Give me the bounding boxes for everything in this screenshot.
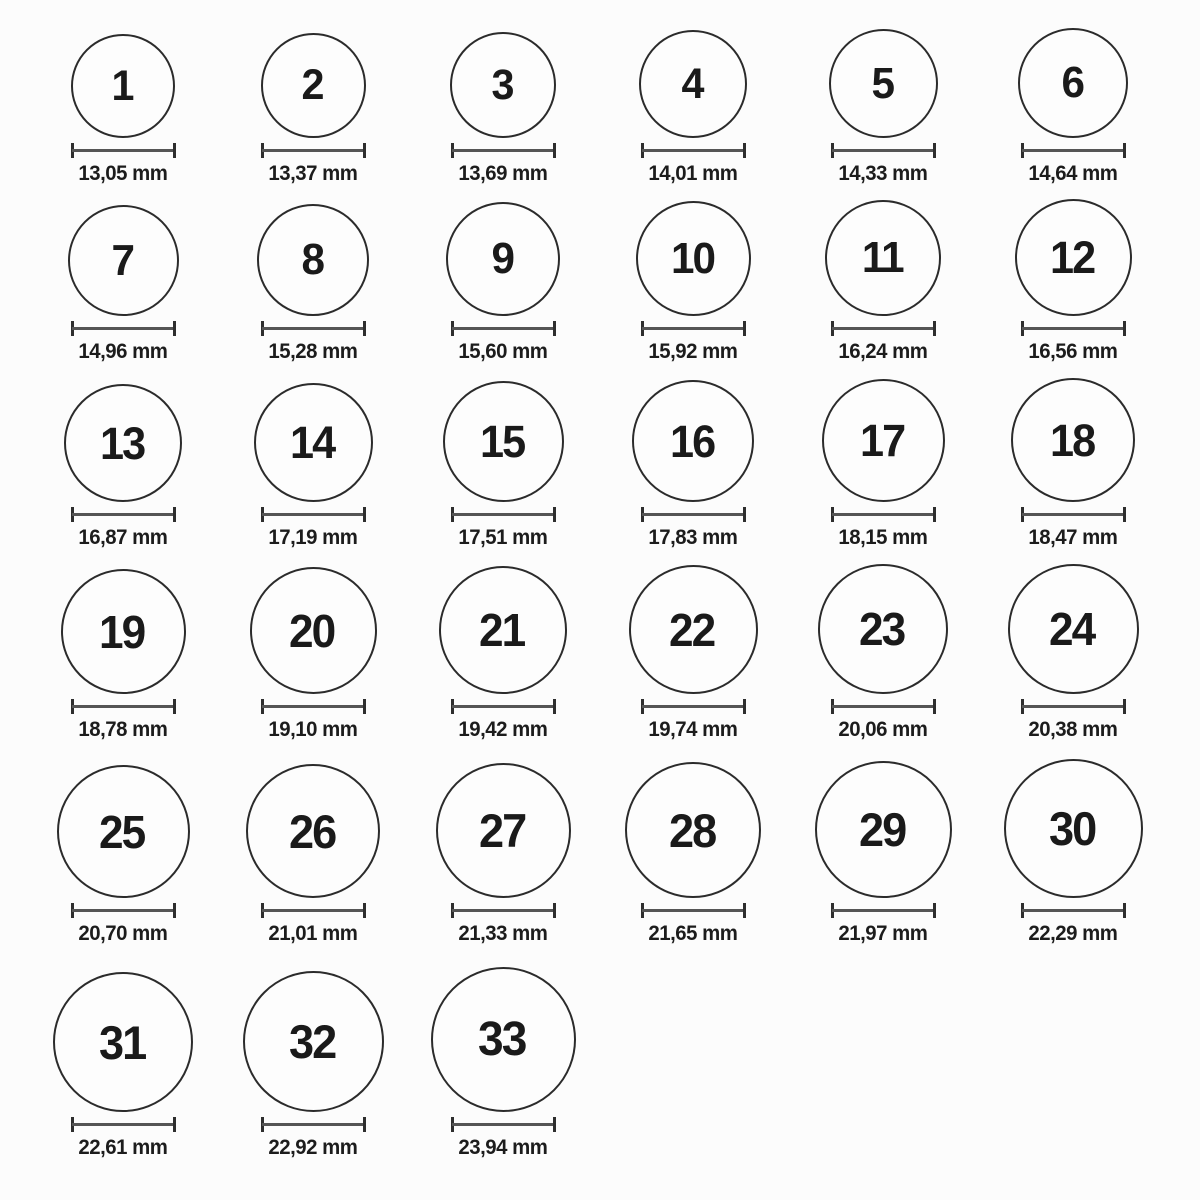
diameter-measure-bar bbox=[451, 321, 556, 336]
ring-size-cell bbox=[788, 758, 978, 962]
ring-size-circle bbox=[1008, 564, 1139, 694]
measure-tick-right-icon bbox=[743, 903, 746, 918]
ring-size-number: 12 bbox=[1049, 232, 1095, 283]
measure-tick-right-icon bbox=[933, 507, 936, 522]
ring-size-circle bbox=[829, 29, 938, 138]
ring-size-circle bbox=[64, 384, 182, 502]
ring-size-circle bbox=[431, 967, 576, 1112]
diameter-label: 13,37 mm bbox=[268, 162, 358, 185]
measure-line bbox=[1022, 513, 1125, 516]
ring-size-number: 24 bbox=[1049, 603, 1095, 655]
ring-size-number: 20 bbox=[289, 604, 335, 657]
ring-size-cell bbox=[28, 962, 218, 1200]
measure-line bbox=[72, 327, 175, 330]
diameter-label: 22,29 mm bbox=[1028, 922, 1118, 945]
diameter-label: 18,47 mm bbox=[1028, 526, 1118, 549]
diameter-measure-bar bbox=[451, 507, 556, 522]
ring-size-cell bbox=[218, 962, 408, 1200]
diameter-label: 14,01 mm bbox=[648, 162, 738, 185]
measure-tick-right-icon bbox=[173, 699, 176, 714]
measure-tick-right-icon bbox=[743, 507, 746, 522]
measure-tick-right-icon bbox=[363, 143, 366, 158]
ring-size-cell bbox=[218, 0, 408, 192]
measure-tick-right-icon bbox=[933, 699, 936, 714]
ring-size-circle bbox=[261, 33, 366, 138]
ring-size-cell bbox=[408, 0, 598, 192]
ring-size-cell bbox=[28, 372, 218, 564]
measure-line bbox=[642, 149, 745, 152]
ring-size-circle bbox=[246, 764, 380, 898]
diameter-label: 15,60 mm bbox=[458, 340, 548, 363]
diameter-measure-bar bbox=[831, 903, 936, 918]
ring-size-circle bbox=[1004, 759, 1143, 898]
ring-size-cell bbox=[218, 372, 408, 564]
ring-size-cell bbox=[218, 192, 408, 372]
ring-size-number: 32 bbox=[288, 1015, 336, 1068]
diameter-label: 17,51 mm bbox=[458, 526, 548, 549]
ring-size-number: 3 bbox=[491, 60, 513, 109]
ring-size-circle bbox=[825, 200, 941, 316]
measure-tick-right-icon bbox=[743, 699, 746, 714]
ring-size-number: 25 bbox=[99, 805, 145, 858]
measure-line bbox=[262, 705, 365, 708]
ring-size-cell bbox=[788, 564, 978, 758]
measure-tick-right-icon bbox=[363, 903, 366, 918]
diameter-label: 13,05 mm bbox=[78, 162, 168, 185]
ring-size-circle bbox=[1015, 199, 1132, 316]
chart-row bbox=[28, 372, 1200, 564]
measure-line bbox=[262, 1123, 365, 1126]
ring-size-number: 4 bbox=[681, 59, 703, 108]
measure-tick-right-icon bbox=[173, 1117, 176, 1132]
measure-tick-right-icon bbox=[1123, 903, 1126, 918]
measure-line bbox=[262, 909, 365, 912]
ring-size-number: 19 bbox=[99, 605, 145, 658]
ring-size-cell bbox=[788, 372, 978, 564]
ring-size-cell bbox=[598, 372, 788, 564]
measure-line bbox=[642, 705, 745, 708]
ring-size-cell bbox=[978, 372, 1168, 564]
diameter-measure-bar bbox=[451, 699, 556, 714]
diameter-measure-bar bbox=[1021, 699, 1126, 714]
diameter-label: 20,38 mm bbox=[1028, 718, 1118, 741]
ring-size-number: 10 bbox=[670, 233, 714, 283]
measure-tick-right-icon bbox=[173, 143, 176, 158]
ring-size-cell bbox=[598, 192, 788, 372]
measure-tick-right-icon bbox=[553, 143, 556, 158]
diameter-measure-bar bbox=[71, 143, 176, 158]
measure-tick-right-icon bbox=[1123, 321, 1126, 336]
measure-line bbox=[452, 513, 555, 516]
diameter-label: 22,61 mm bbox=[78, 1136, 168, 1159]
ring-size-number: 33 bbox=[478, 1012, 526, 1066]
diameter-label: 21,65 mm bbox=[648, 922, 738, 945]
measure-line bbox=[72, 1123, 175, 1126]
ring-size-number: 27 bbox=[478, 804, 526, 857]
ring-size-cell bbox=[408, 192, 598, 372]
ring-size-number: 14 bbox=[289, 417, 335, 468]
ring-size-circle bbox=[632, 380, 754, 502]
ring-size-number: 13 bbox=[99, 417, 145, 469]
ring-size-circle bbox=[243, 971, 384, 1112]
ring-size-number: 8 bbox=[301, 235, 323, 284]
ring-size-number: 6 bbox=[1061, 58, 1083, 107]
ring-size-circle bbox=[625, 762, 761, 898]
measure-line bbox=[1022, 327, 1125, 330]
chart-row bbox=[28, 0, 1200, 192]
ring-size-cell bbox=[978, 758, 1168, 962]
measure-line bbox=[832, 149, 935, 152]
measure-tick-right-icon bbox=[1123, 507, 1126, 522]
ring-size-number: 21 bbox=[479, 604, 525, 656]
diameter-measure-bar bbox=[71, 321, 176, 336]
ring-size-number: 29 bbox=[858, 803, 906, 856]
measure-line bbox=[452, 1123, 555, 1126]
ring-size-number: 23 bbox=[859, 603, 905, 655]
ring-size-circle bbox=[639, 30, 747, 138]
measure-line bbox=[72, 513, 175, 516]
diameter-label: 16,56 mm bbox=[1028, 340, 1118, 363]
diameter-label: 18,78 mm bbox=[78, 718, 168, 741]
ring-size-cell bbox=[218, 758, 408, 962]
diameter-measure-bar bbox=[831, 699, 936, 714]
diameter-label: 14,33 mm bbox=[838, 162, 928, 185]
ring-size-circle bbox=[57, 765, 190, 898]
diameter-label: 21,97 mm bbox=[838, 922, 928, 945]
ring-size-circle bbox=[815, 761, 952, 898]
diameter-label: 13,69 mm bbox=[458, 162, 548, 185]
diameter-measure-bar bbox=[831, 143, 936, 158]
ring-size-cell bbox=[598, 564, 788, 758]
measure-line bbox=[72, 705, 175, 708]
measure-tick-right-icon bbox=[173, 507, 176, 522]
measure-line bbox=[1022, 705, 1125, 708]
diameter-measure-bar bbox=[1021, 321, 1126, 336]
ring-size-cell bbox=[788, 192, 978, 372]
ring-size-circle bbox=[1011, 378, 1135, 502]
ring-size-number: 18 bbox=[1049, 414, 1095, 466]
ring-size-circle bbox=[1018, 28, 1128, 138]
measure-tick-right-icon bbox=[933, 903, 936, 918]
ring-size-cell bbox=[978, 564, 1168, 758]
measure-line bbox=[262, 513, 365, 516]
diameter-measure-bar bbox=[451, 143, 556, 158]
ring-size-cell bbox=[788, 0, 978, 192]
ring-size-number: 15 bbox=[479, 416, 525, 467]
diameter-label: 20,70 mm bbox=[78, 922, 168, 945]
ring-size-number: 16 bbox=[669, 415, 715, 467]
diameter-label: 22,92 mm bbox=[268, 1136, 358, 1159]
diameter-measure-bar bbox=[831, 507, 936, 522]
ring-size-cell bbox=[28, 564, 218, 758]
ring-size-cell bbox=[978, 0, 1168, 192]
ring-size-circle bbox=[250, 567, 377, 694]
measure-line bbox=[832, 513, 935, 516]
ring-size-cell bbox=[978, 192, 1168, 372]
measure-tick-right-icon bbox=[743, 143, 746, 158]
diameter-label: 15,92 mm bbox=[648, 340, 738, 363]
measure-line bbox=[72, 149, 175, 152]
ring-size-number: 30 bbox=[1048, 802, 1096, 855]
measure-tick-right-icon bbox=[363, 507, 366, 522]
diameter-measure-bar bbox=[261, 1117, 366, 1132]
ring-size-circle bbox=[629, 565, 758, 694]
ring-size-cell bbox=[408, 372, 598, 564]
diameter-measure-bar bbox=[1021, 507, 1126, 522]
diameter-measure-bar bbox=[641, 321, 746, 336]
measure-tick-right-icon bbox=[173, 903, 176, 918]
measure-tick-right-icon bbox=[553, 903, 556, 918]
ring-size-cell bbox=[598, 758, 788, 962]
diameter-measure-bar bbox=[1021, 903, 1126, 918]
measure-line bbox=[452, 149, 555, 152]
ring-size-cell bbox=[408, 962, 598, 1200]
measure-tick-right-icon bbox=[173, 321, 176, 336]
ring-size-number: 1 bbox=[111, 61, 133, 110]
diameter-label: 19,10 mm bbox=[268, 718, 358, 741]
ring-size-cell bbox=[408, 758, 598, 962]
diameter-measure-bar bbox=[71, 903, 176, 918]
diameter-label: 14,64 mm bbox=[1028, 162, 1118, 185]
measure-line bbox=[832, 909, 935, 912]
diameter-label: 15,28 mm bbox=[268, 340, 358, 363]
ring-size-cell bbox=[28, 758, 218, 962]
ring-size-circle bbox=[68, 205, 179, 316]
ring-size-number: 9 bbox=[491, 234, 513, 283]
ring-size-circle bbox=[818, 564, 948, 694]
diameter-label: 16,87 mm bbox=[78, 526, 168, 549]
measure-line bbox=[72, 909, 175, 912]
ring-size-cell bbox=[28, 0, 218, 192]
ring-size-number: 5 bbox=[871, 58, 893, 108]
diameter-measure-bar bbox=[261, 903, 366, 918]
ring-size-circle bbox=[450, 32, 556, 138]
ring-size-circle bbox=[446, 202, 560, 316]
measure-line bbox=[262, 149, 365, 152]
diameter-measure-bar bbox=[71, 507, 176, 522]
measure-tick-right-icon bbox=[933, 321, 936, 336]
measure-tick-right-icon bbox=[363, 321, 366, 336]
ring-size-number: 7 bbox=[111, 235, 133, 285]
ring-size-circle bbox=[53, 972, 193, 1112]
ring-size-cell bbox=[598, 0, 788, 192]
ring-size-number: 17 bbox=[859, 415, 905, 466]
measure-line bbox=[452, 705, 555, 708]
diameter-label: 17,19 mm bbox=[268, 526, 358, 549]
diameter-label: 17,83 mm bbox=[648, 526, 738, 549]
measure-line bbox=[262, 327, 365, 330]
diameter-measure-bar bbox=[261, 321, 366, 336]
measure-line bbox=[832, 705, 935, 708]
ring-size-circle bbox=[636, 201, 751, 316]
measure-tick-right-icon bbox=[553, 321, 556, 336]
ring-size-number: 26 bbox=[288, 804, 336, 858]
ring-size-circle bbox=[439, 566, 567, 694]
ring-size-circle bbox=[443, 381, 564, 502]
diameter-measure-bar bbox=[641, 143, 746, 158]
measure-tick-right-icon bbox=[743, 321, 746, 336]
diameter-measure-bar bbox=[261, 507, 366, 522]
measure-tick-right-icon bbox=[363, 1117, 366, 1132]
measure-line bbox=[452, 327, 555, 330]
chart-row bbox=[28, 758, 1200, 962]
ring-size-cell bbox=[28, 192, 218, 372]
diameter-measure-bar bbox=[71, 699, 176, 714]
ring-size-cell bbox=[408, 564, 598, 758]
ring-size-number: 11 bbox=[861, 233, 903, 282]
diameter-label: 20,06 mm bbox=[838, 718, 928, 741]
diameter-measure-bar bbox=[261, 143, 366, 158]
measure-tick-right-icon bbox=[553, 699, 556, 714]
measure-tick-right-icon bbox=[1123, 699, 1126, 714]
ring-size-circle bbox=[822, 379, 945, 502]
diameter-measure-bar bbox=[261, 699, 366, 714]
measure-tick-right-icon bbox=[553, 1117, 556, 1132]
ring-size-number: 28 bbox=[668, 803, 716, 857]
chart-row bbox=[28, 564, 1200, 758]
measure-tick-right-icon bbox=[553, 507, 556, 522]
diameter-label: 23,94 mm bbox=[458, 1136, 548, 1159]
ring-size-cell bbox=[218, 564, 408, 758]
diameter-measure-bar bbox=[641, 507, 746, 522]
measure-line bbox=[832, 327, 935, 330]
measure-tick-right-icon bbox=[933, 143, 936, 158]
measure-line bbox=[642, 327, 745, 330]
measure-line bbox=[642, 909, 745, 912]
measure-tick-right-icon bbox=[1123, 143, 1126, 158]
diameter-label: 21,33 mm bbox=[458, 922, 548, 945]
chart-row bbox=[28, 962, 1200, 1200]
measure-line bbox=[642, 513, 745, 516]
diameter-label: 19,42 mm bbox=[458, 718, 548, 741]
diameter-measure-bar bbox=[451, 1117, 556, 1132]
measure-line bbox=[452, 909, 555, 912]
measure-line bbox=[1022, 149, 1125, 152]
diameter-measure-bar bbox=[831, 321, 936, 336]
diameter-measure-bar bbox=[451, 903, 556, 918]
ring-size-circle bbox=[71, 34, 175, 138]
chart-row bbox=[28, 192, 1200, 372]
measure-line bbox=[1022, 909, 1125, 912]
diameter-measure-bar bbox=[641, 699, 746, 714]
diameter-measure-bar bbox=[71, 1117, 176, 1132]
measure-tick-right-icon bbox=[363, 699, 366, 714]
diameter-label: 16,24 mm bbox=[838, 340, 928, 363]
diameter-measure-bar bbox=[1021, 143, 1126, 158]
ring-size-circle bbox=[257, 204, 369, 316]
ring-size-number: 2 bbox=[301, 61, 323, 109]
diameter-label: 21,01 mm bbox=[268, 922, 358, 945]
ring-size-circle bbox=[254, 383, 373, 502]
ring-size-number: 22 bbox=[669, 603, 715, 656]
diameter-measure-bar bbox=[641, 903, 746, 918]
ring-size-circle bbox=[436, 763, 571, 898]
ring-size-number: 31 bbox=[98, 1015, 146, 1069]
diameter-label: 18,15 mm bbox=[838, 526, 928, 549]
diameter-label: 14,96 mm bbox=[78, 340, 168, 363]
ring-size-circle bbox=[61, 569, 186, 694]
diameter-label: 19,74 mm bbox=[648, 718, 738, 741]
